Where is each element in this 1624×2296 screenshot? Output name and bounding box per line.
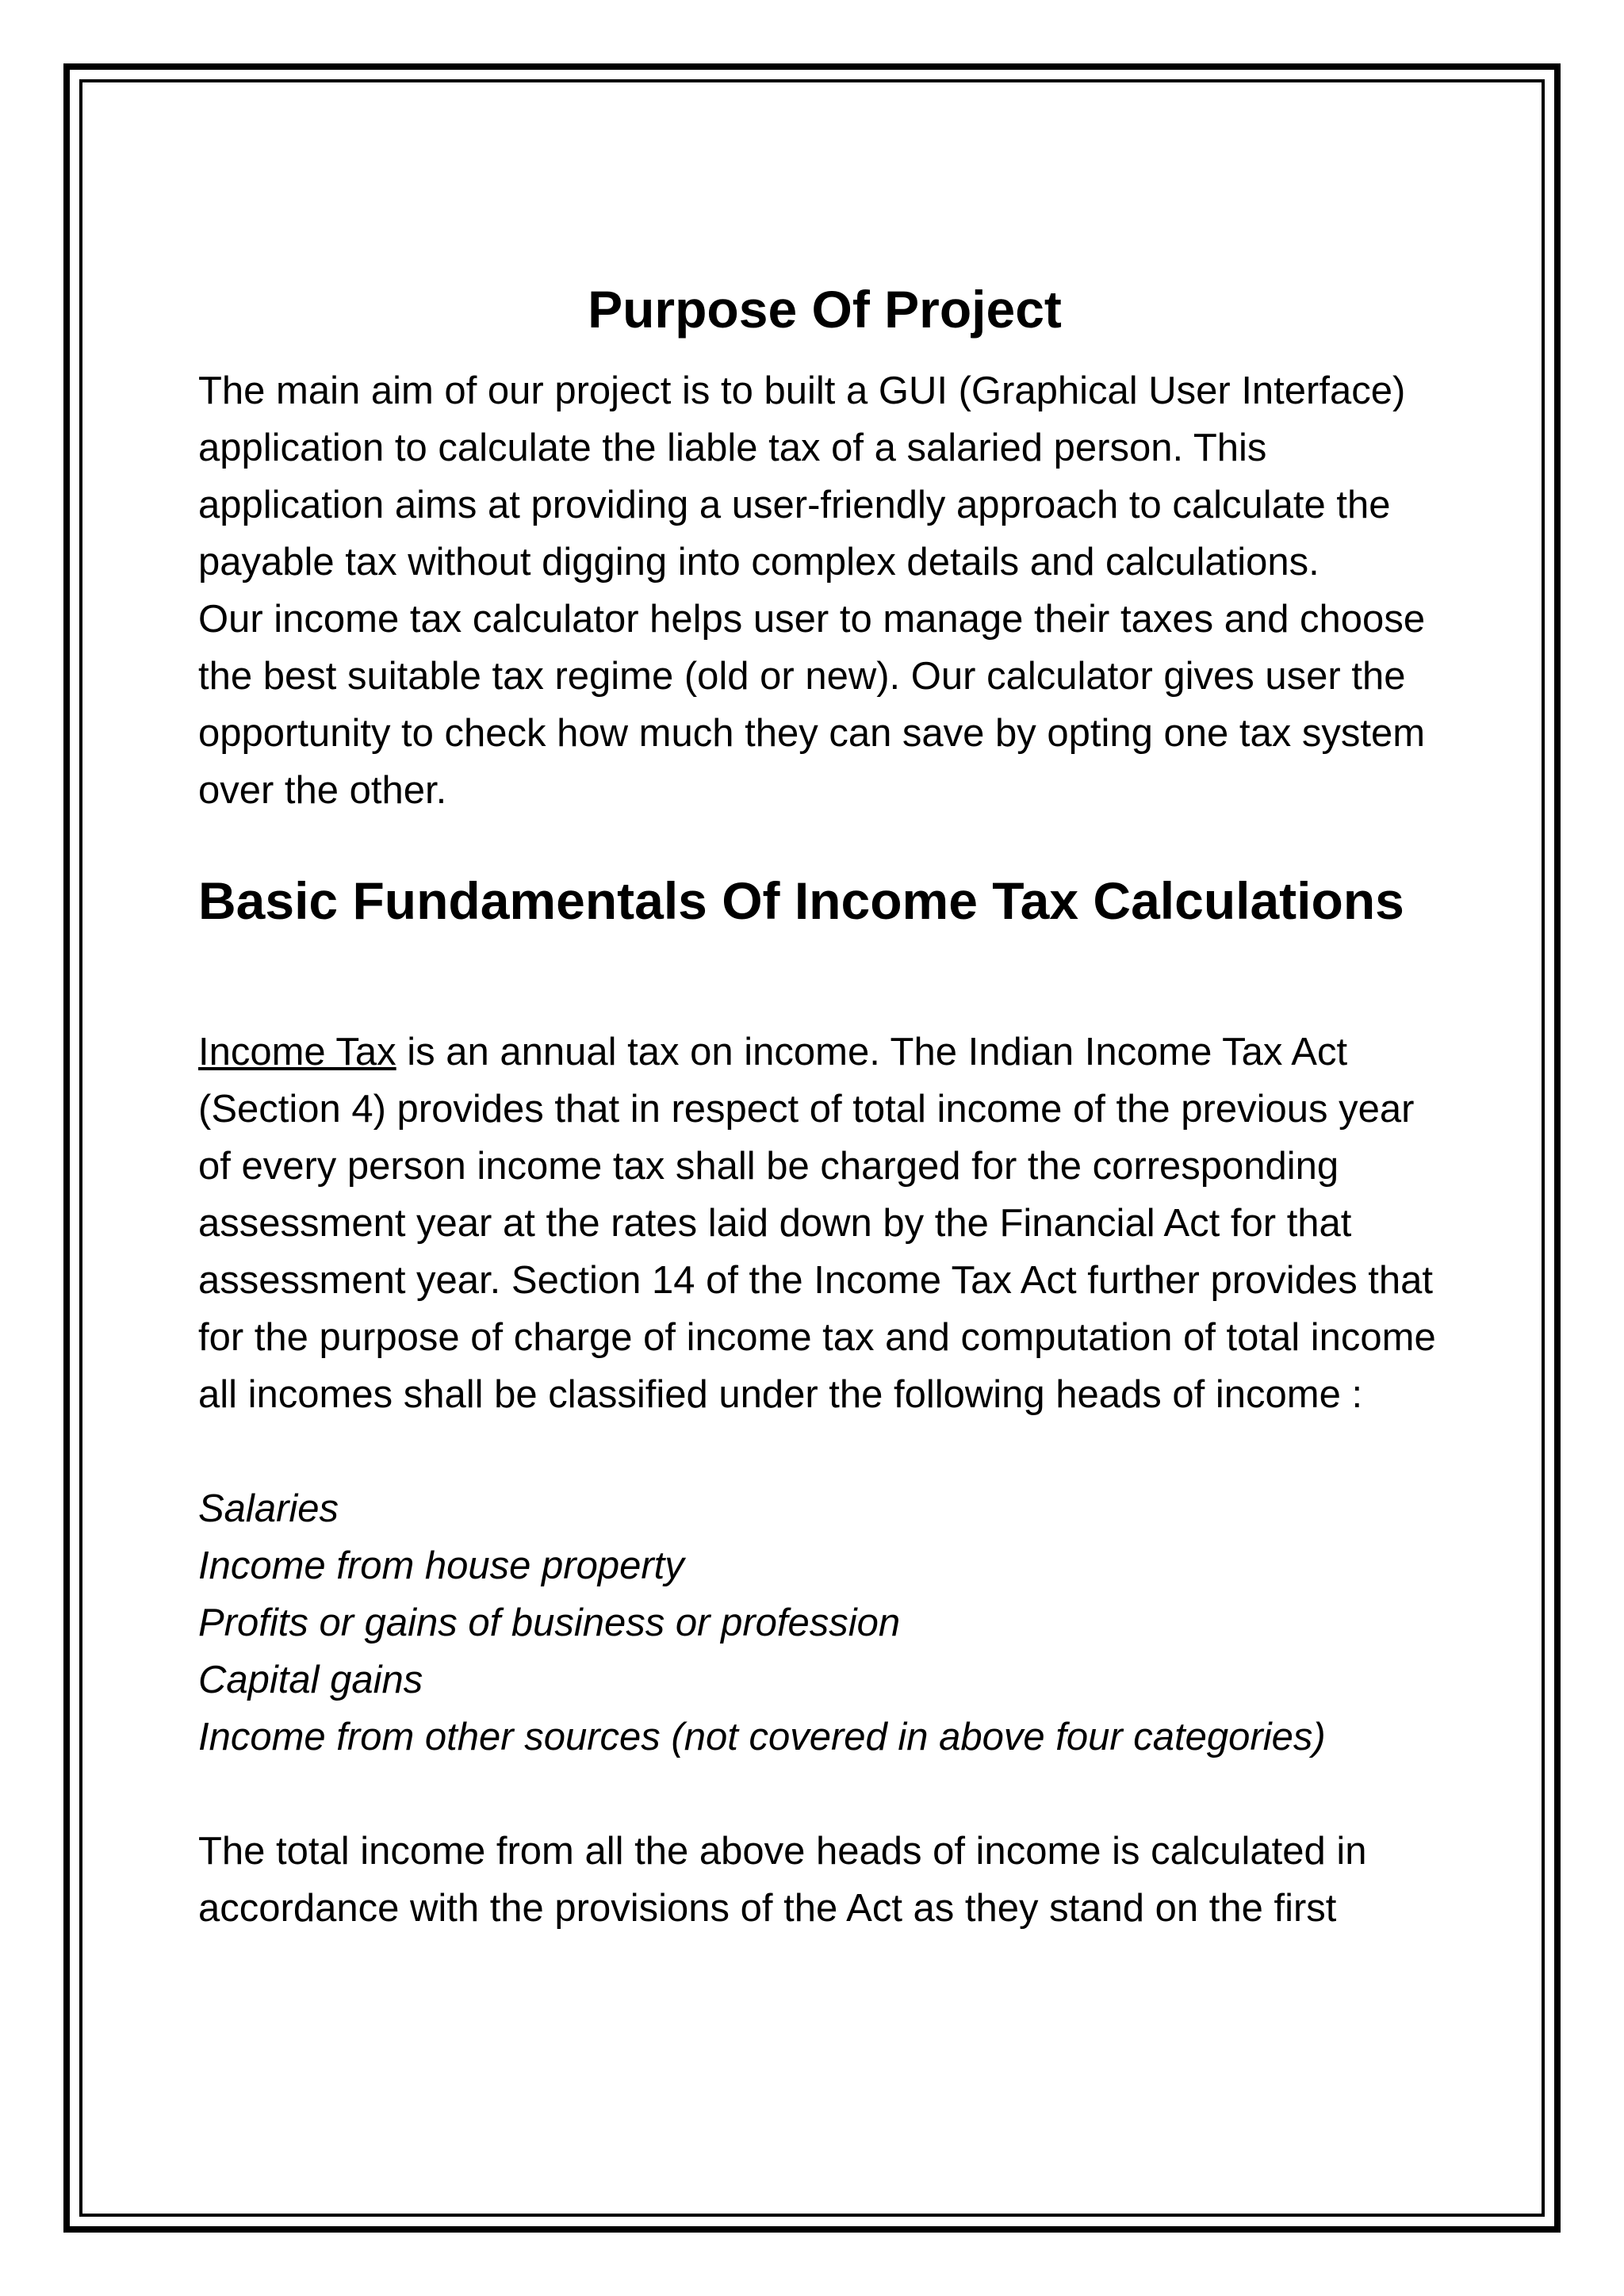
total-income-paragraph: The total income from all the above heads of income is calculated in accordance with the provisions of the Act as they stand on the first <box>198 1830 1367 1930</box>
document-body <box>198 274 1451 1937</box>
income-head-item: Profits or gains of business or profession <box>198 1601 901 1644</box>
purpose-paragraph-2: Our income tax calculator helps user to manage their taxes and choose the best suitable tax regime (old or new). Our calculator gives user the opportunity to check how much they can save by opting one tax system over the other. <box>198 598 1426 812</box>
fundamentals-heading: Basic Fundamentals Of Income Tax Calculations <box>198 871 1404 930</box>
income-tax-description: is an annual tax on income. The Indian Income Tax Act (Section 4) provides that in respect of total income of the previous year of every person income tax shall be charged for the corresponding assessment year at the rates laid down by the Financial Act for that assessment year. Section 14 of the Income Tax Act further provides that for the purpose of charge of income tax and computation of total income all incomes shall be classified under the following heads of income : <box>198 1031 1436 1416</box>
purpose-paragraph-1: The main aim of our project is to built a GUI (Graphical User Interface) application to calculate the liable tax of a salaried person. This application aims at providing a user-friendly approach to calculate the payable tax without digging into complex details and calculations. <box>198 369 1406 584</box>
income-head-item: Income from house property <box>198 1544 684 1587</box>
income-tax-term: Income Tax <box>198 1031 396 1073</box>
income-heads-list <box>198 1480 1451 1766</box>
income-head-item: Capital gains <box>198 1659 423 1701</box>
income-head-item: Income from other sources (not covered in above four categories) <box>198 1716 1326 1758</box>
income-head-item: Salaries <box>198 1487 339 1530</box>
income-tax-paragraph <box>198 1024 1451 1423</box>
purpose-heading: Purpose Of Project <box>588 280 1062 339</box>
